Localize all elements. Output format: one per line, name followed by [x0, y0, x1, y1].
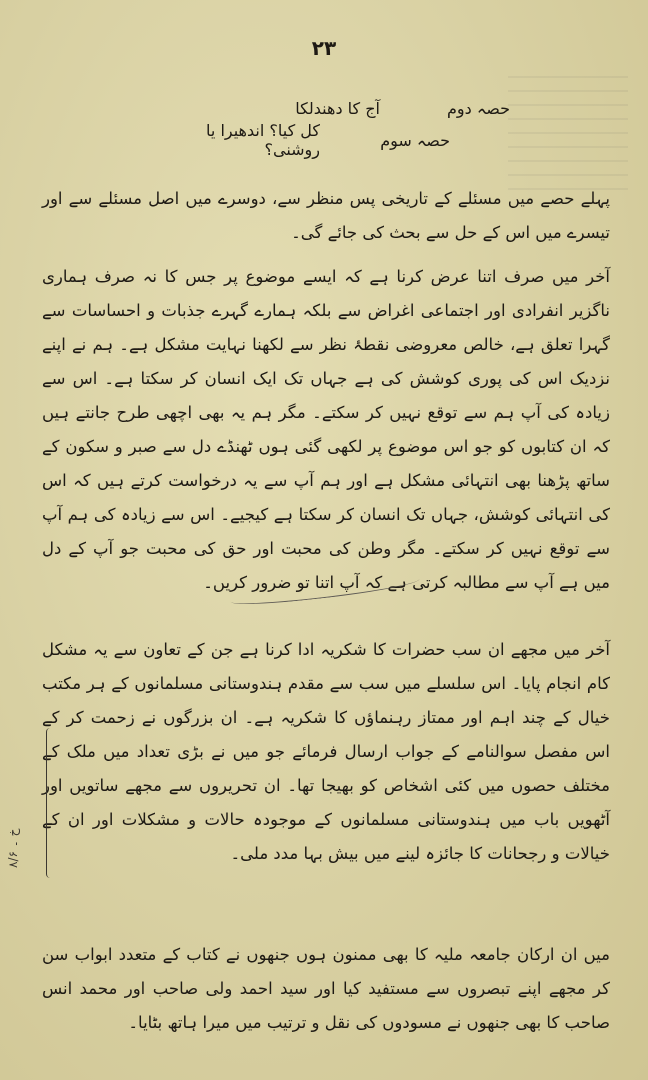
contents-list: [170, 92, 510, 159]
part-subject: کل کیا؟ اندھیرا یا روشنی؟: [206, 121, 320, 159]
paragraph: پہلے حصے میں مسئلے کے تاریخی پس منظر سے، دوسرے میں اصل مسئلے سے اور تیسرے میں اس کے حل سے بحث کی جائے گی۔: [42, 189, 610, 242]
contents-row: [170, 121, 510, 159]
margin-handwritten-note: خ ۔ ۸/۶: [6, 828, 20, 868]
page-number: ۲۳: [311, 36, 337, 60]
paragraph: میں ان ارکان جامعہ ملیہ کا بھی ممنون ہوں جنھوں نے کتاب کے متعدد ابواب سن کر مجھے اپنے تبصروں سے مستفید کیا اور سید احمد ولی صاحب اور محمد انس صاحب کا بھی جنھوں نے مسودوں کی نقل و ترتیب میں میرا ہاتھ بٹایا۔: [42, 945, 610, 1032]
paragraph: آخر میں صرف اتنا عرض کرنا ہے کہ ایسے موضوع پر جس کا نہ صرف ہماری ناگزیر انفرادی اور اجتماعی اغراض سے بلکہ ہمارے گہرے جذبات و احساسات سے گہرا تعلق ہے، خالص معروضی نقطۂ نظر سے لکھنا نہایت مشکل ہے۔ ہم نے اپنے نزدیک اس کی پوری کوشش کی ہے جہاں تک ایک انسان کر سکتا ہے۔ اس سے زیادہ کی آپ ہم سے توقع نہیں کر سکتے۔ مگر ہم یہ بھی اچھی طرح جانتے ہیں کہ ان کتابوں کو جو اس موضوع پر لکھی گئی ہوں ٹھنڈے دل سے صبر و سکون کے ساتھ پڑھنا بھی انتہائی مشکل ہے اور ہم آپ سے یہ درخواست کرتے ہیں کہ اس کی انتہائی کوشش، جہاں تک انسان کر سکتا ہے کیجیے۔ اس سے زیادہ کی ہم آپ سے توقع نہیں کر سکتے۔ مگر وطن کی محبت اور حق کی محبت جو آپ کے دل میں ہے آپ سے مطالبہ کرتی ہے کہ آپ اتنا تو ضرور کریں۔: [42, 267, 610, 592]
show-through: [508, 70, 628, 190]
part-label: حصہ سوم: [380, 130, 450, 150]
part-subject: آج کا دھندلکا: [295, 98, 380, 118]
part-label: حصہ دوم: [447, 98, 510, 118]
paragraph: آخر میں مجھے ان سب حضرات کا شکریہ ادا کرنا ہے جن کے تعاون سے یہ مشکل کام انجام پایا۔ اس سلسلے میں سب سے مقدم ہندوستانی مسلمانوں کے ہر مکتب خیال کے چند اہم اور ممتاز رہنماؤں کا شکریہ ہے۔ ان بزرگوں نے زحمت کر کے اس مفصل سوالنامے کے جواب ارسال فرمائے جو میں نے بڑی تعداد میں ملک کے مختلف حصوں میں کئی اشخاص کو بھیجا تھا۔ ان تحریروں سے مجھے ساتویں اور آٹھویں باب میں ہندوستانی مسلمانوں کے موجودہ حالات و مشکلات اور ان کے خیالات و رجحانات کا جائزہ لینے میں بیش بہا مدد ملی۔: [42, 640, 610, 863]
contents-row: [170, 92, 510, 124]
margin-bracket: [46, 728, 55, 878]
